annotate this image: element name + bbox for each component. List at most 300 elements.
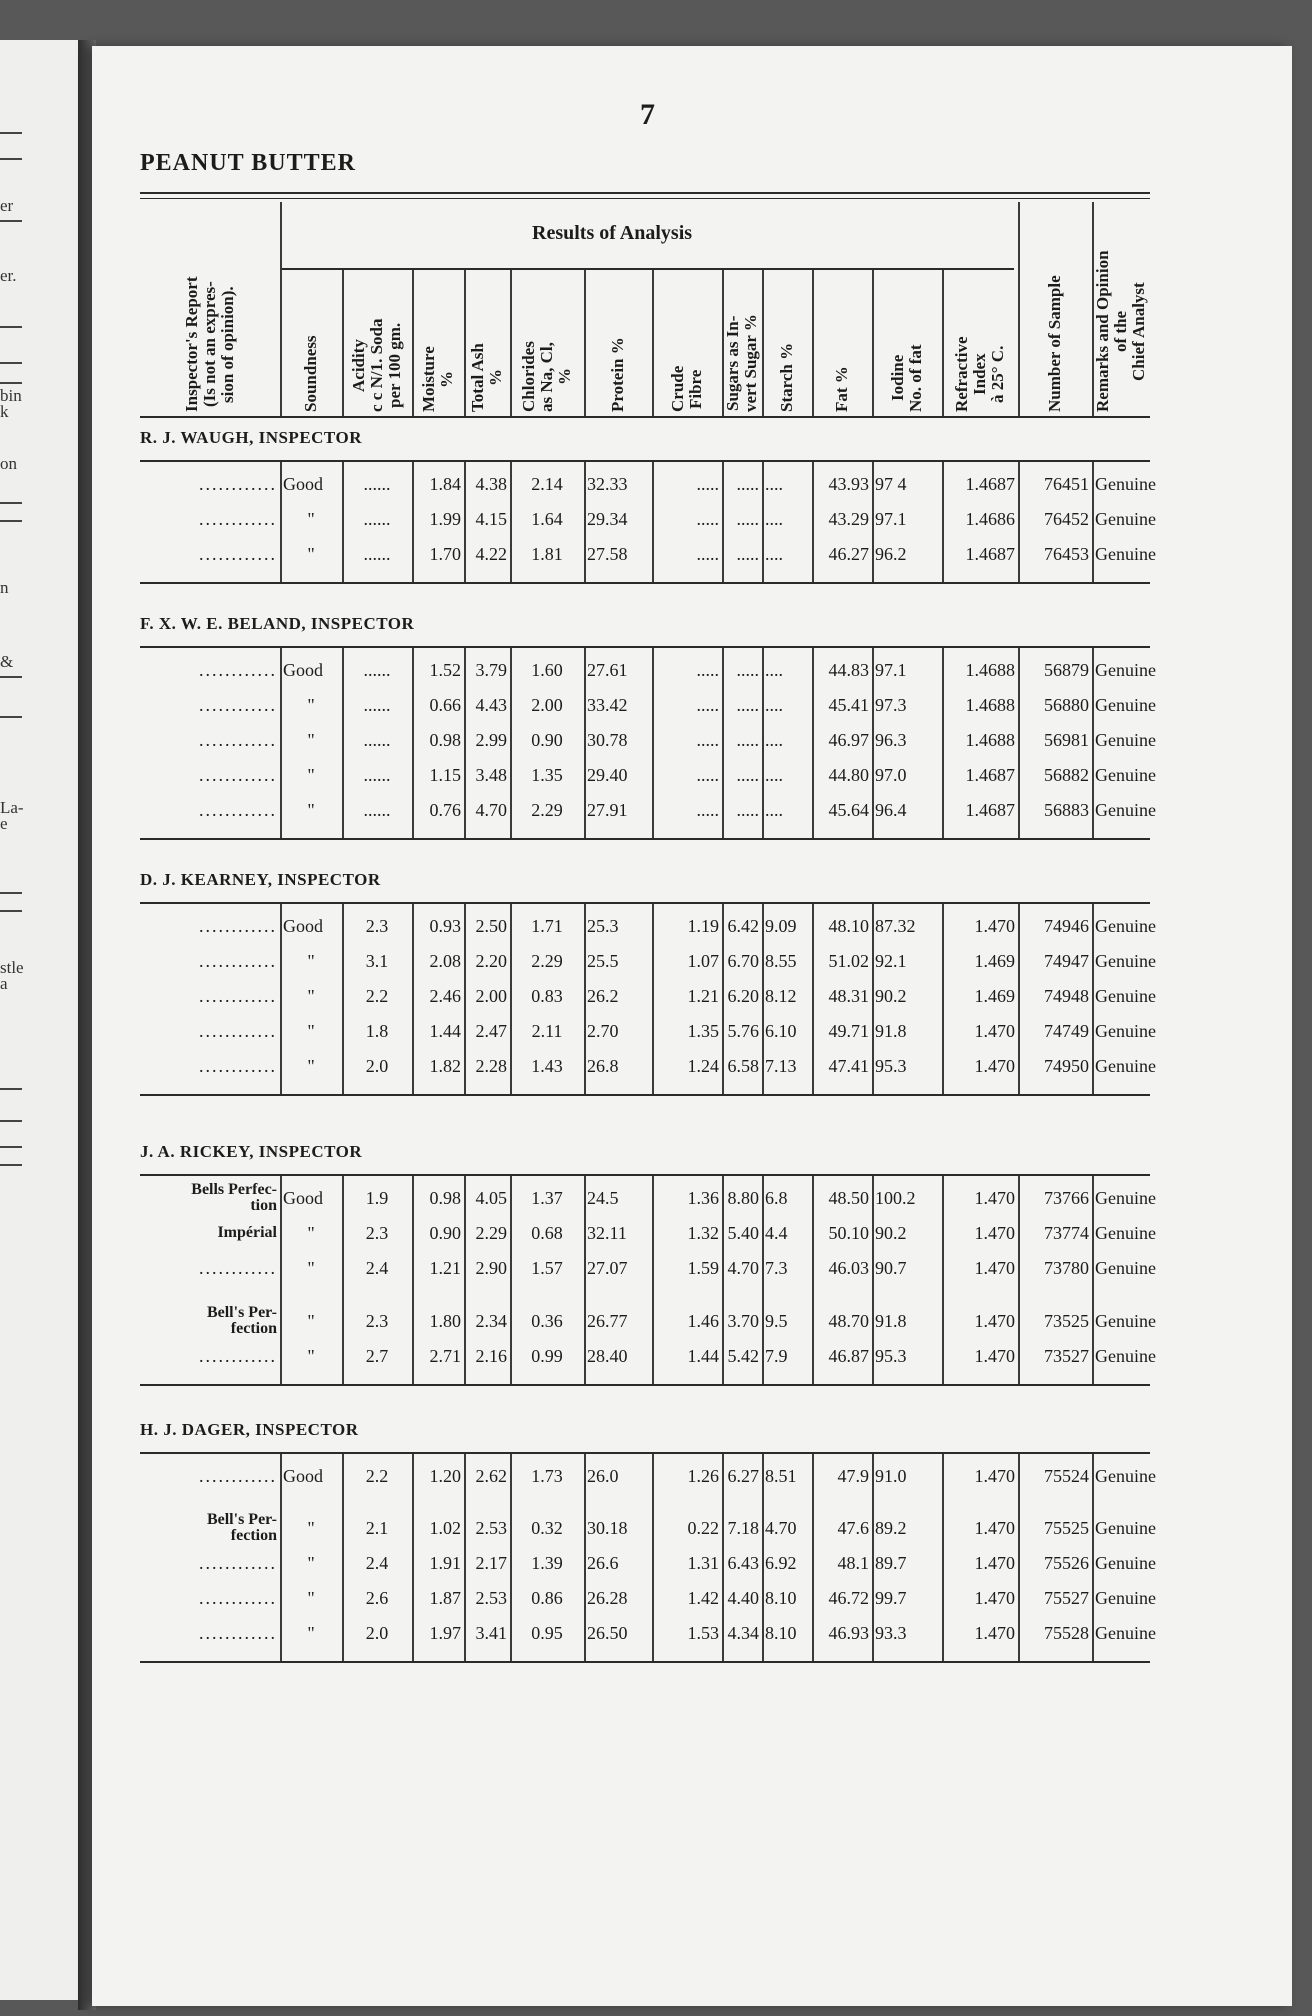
cell-acidity: ...... xyxy=(363,730,391,750)
cell-chlorides: 1.39 xyxy=(531,1553,563,1573)
cell-fibre: 1.59 xyxy=(687,1258,719,1278)
cell-acidity: ...... xyxy=(363,660,391,680)
cell-remarks: Genuine xyxy=(1095,1311,1156,1331)
cell-protein: 26.28 xyxy=(587,1588,628,1608)
section-bottom-rule xyxy=(140,1661,1150,1663)
cell-number: 75528 xyxy=(1044,1623,1089,1643)
cell-moisture: 1.99 xyxy=(429,509,461,529)
adjacent-page-rule xyxy=(0,326,22,328)
cell-fibre: 1.36 xyxy=(687,1188,719,1208)
cell-ash: 2.34 xyxy=(475,1311,507,1331)
cell-number: 56981 xyxy=(1044,730,1089,750)
cell-acidity: 2.6 xyxy=(365,1588,389,1608)
cell-refr: 1.470 xyxy=(974,1021,1015,1041)
adjacent-page-text-fragment: stle a xyxy=(0,958,24,993)
cell-sugars: ..... xyxy=(736,544,759,564)
cell-report: ............ xyxy=(199,1258,277,1278)
cell-number: 74749 xyxy=(1044,1021,1089,1041)
cell-fibre: ..... xyxy=(696,800,719,820)
cell-starch: .... xyxy=(765,765,783,785)
cell-fibre: 1.35 xyxy=(687,1021,719,1041)
cell-iodine: 90.7 xyxy=(875,1258,907,1278)
cell-fibre: 1.26 xyxy=(687,1466,719,1486)
cell-iodine: 100.2 xyxy=(875,1188,916,1208)
cell-number: 74948 xyxy=(1044,986,1089,1006)
col-divider xyxy=(812,904,814,1094)
cell-acidity: 2.0 xyxy=(365,1056,389,1076)
cell-refr: 1.470 xyxy=(974,1188,1015,1208)
section-top-rule xyxy=(140,902,1150,904)
adjacent-page-text-fragment: La- e xyxy=(0,798,24,833)
col-divider xyxy=(464,462,466,582)
cell-chlorides: 1.73 xyxy=(531,1466,563,1486)
cell-ash: 4.38 xyxy=(475,474,507,494)
cell-ash: 2.00 xyxy=(475,986,507,1006)
cell-number: 75524 xyxy=(1044,1466,1089,1486)
cell-starch: 8.51 xyxy=(765,1466,797,1486)
cell-ash: 4.70 xyxy=(475,800,507,820)
cell-fat: 44.80 xyxy=(828,765,869,785)
adjacent-page-rule xyxy=(0,520,22,522)
header-col-divider xyxy=(1092,202,1094,416)
cell-chlorides: 2.11 xyxy=(531,1021,563,1041)
cell-soundness: Good xyxy=(283,1466,323,1486)
section-bottom-rule xyxy=(140,582,1150,584)
adjacent-page-rule xyxy=(0,1088,22,1090)
col-divider xyxy=(722,1454,724,1661)
col-divider xyxy=(464,1454,466,1661)
adjacent-page-rule xyxy=(0,158,22,160)
col-header-inspector-report: Inspector's Report (Is not an expres- sion of opinion). xyxy=(182,276,237,412)
col-divider xyxy=(1092,904,1094,1094)
cell-soundness: " xyxy=(307,544,315,564)
cell-moisture: 1.02 xyxy=(429,1518,461,1538)
cell-number: 56880 xyxy=(1044,695,1089,715)
cell-number: 76453 xyxy=(1044,544,1089,564)
col-divider xyxy=(412,462,414,582)
cell-starch: 4.70 xyxy=(765,1518,797,1538)
col-divider xyxy=(942,1176,944,1384)
header-col-divider xyxy=(464,270,466,416)
col-divider xyxy=(812,1176,814,1384)
col-divider xyxy=(412,648,414,838)
cell-moisture: 1.70 xyxy=(429,544,461,564)
col-divider xyxy=(722,1176,724,1384)
header-col-divider xyxy=(722,270,724,416)
col-divider xyxy=(510,462,512,582)
cell-fibre: 1.07 xyxy=(687,951,719,971)
col-divider xyxy=(652,1176,654,1384)
cell-ash: 2.53 xyxy=(475,1588,507,1608)
cell-fibre: 1.46 xyxy=(687,1311,719,1331)
cell-report: ............ xyxy=(199,1553,277,1573)
cell-iodine: 90.2 xyxy=(875,1223,907,1243)
cell-acidity: 2.3 xyxy=(365,916,389,936)
cell-protein: 26.6 xyxy=(587,1553,619,1573)
cell-remarks: Genuine xyxy=(1095,1518,1156,1538)
cell-iodine: 96.3 xyxy=(875,730,907,750)
cell-acidity: 2.2 xyxy=(365,986,389,1006)
header-col-divider xyxy=(872,270,874,416)
col-divider xyxy=(464,1176,466,1384)
cell-sugars: ..... xyxy=(736,765,759,785)
cell-protein: 30.78 xyxy=(587,730,628,750)
cell-fat: 46.03 xyxy=(828,1258,869,1278)
cell-chlorides: 1.64 xyxy=(531,509,563,529)
cell-number: 75526 xyxy=(1044,1553,1089,1573)
adjacent-page-rule xyxy=(0,220,22,222)
cell-fat: 48.70 xyxy=(828,1311,869,1331)
col-divider xyxy=(584,904,586,1094)
cell-acidity: ...... xyxy=(363,474,391,494)
cell-moisture: 1.80 xyxy=(429,1311,461,1331)
cell-refr: 1.470 xyxy=(974,1553,1015,1573)
cell-report: ............ xyxy=(199,1588,277,1608)
cell-report: ............ xyxy=(199,765,277,785)
cell-acidity: 2.3 xyxy=(365,1311,389,1331)
cell-iodine: 89.7 xyxy=(875,1553,907,1573)
col-divider xyxy=(280,1176,282,1384)
cell-fibre: ..... xyxy=(696,730,719,750)
cell-soundness: " xyxy=(307,730,315,750)
adjacent-page-rule xyxy=(0,716,22,718)
cell-refr: 1.470 xyxy=(974,1346,1015,1366)
cell-moisture: 0.90 xyxy=(429,1223,461,1243)
inspector-section-title: J. A. RICKEY, INSPECTOR xyxy=(140,1142,363,1161)
cell-acidity: 1.8 xyxy=(365,1021,389,1041)
cell-protein: 26.77 xyxy=(587,1311,628,1331)
results-of-analysis-header: Results of Analysis xyxy=(532,222,693,244)
cell-iodine: 89.2 xyxy=(875,1518,907,1538)
cell-ash: 2.90 xyxy=(475,1258,507,1278)
col-divider xyxy=(1018,904,1020,1094)
col-divider xyxy=(464,904,466,1094)
cell-sugars: 6.27 xyxy=(727,1466,759,1486)
adjacent-page-rule xyxy=(0,502,22,504)
col-divider xyxy=(942,1454,944,1661)
col-divider xyxy=(1018,462,1020,582)
col-divider xyxy=(872,1454,874,1661)
cell-acidity: 3.1 xyxy=(365,951,389,971)
col-divider xyxy=(464,648,466,838)
cell-fat: 46.72 xyxy=(828,1588,869,1608)
cell-protein: 27.07 xyxy=(587,1258,628,1278)
header-col-divider xyxy=(342,270,344,416)
cell-starch: 8.55 xyxy=(765,951,797,971)
cell-protein: 32.33 xyxy=(587,474,628,494)
header-col-divider xyxy=(412,270,414,416)
cell-fat: 51.02 xyxy=(828,951,869,971)
cell-number: 73774 xyxy=(1044,1223,1089,1243)
cell-starch: .... xyxy=(765,544,783,564)
cell-soundness: " xyxy=(307,695,315,715)
cell-protein: 30.18 xyxy=(587,1518,628,1538)
cell-fat: 48.31 xyxy=(828,986,869,1006)
cell-report: Bells Perfec- tion xyxy=(191,1181,277,1214)
adjacent-page-rule xyxy=(0,676,22,678)
cell-chlorides: 0.83 xyxy=(531,986,563,1006)
cell-report: ............ xyxy=(199,951,277,971)
col-divider xyxy=(1092,462,1094,582)
col-divider xyxy=(510,1454,512,1661)
cell-number: 74947 xyxy=(1044,951,1089,971)
col-divider xyxy=(280,462,282,582)
adjacent-page-text-fragment: er. xyxy=(0,266,17,285)
cell-number: 74946 xyxy=(1044,916,1089,936)
col-header-acidity: Acidity c c N/1. Soda per 100 gm. xyxy=(349,318,404,412)
cell-sugars: 7.18 xyxy=(727,1518,759,1538)
col-divider xyxy=(652,1454,654,1661)
cell-remarks: Genuine xyxy=(1095,765,1156,785)
header-col-divider xyxy=(812,270,814,416)
col-divider xyxy=(1092,1176,1094,1384)
col-divider xyxy=(812,462,814,582)
cell-number: 75525 xyxy=(1044,1518,1089,1538)
col-divider xyxy=(1092,648,1094,838)
cell-report: ............ xyxy=(199,660,277,680)
cell-starch: 4.4 xyxy=(765,1223,788,1243)
cell-acidity: 2.4 xyxy=(365,1553,389,1573)
col-header-refractive: Refractive Index à 25° C. xyxy=(952,336,1007,412)
cell-acidity: 2.2 xyxy=(365,1466,389,1486)
cell-report: ............ xyxy=(199,1346,277,1366)
cell-remarks: Genuine xyxy=(1095,730,1156,750)
cell-number: 76452 xyxy=(1044,509,1089,529)
col-divider xyxy=(342,1176,344,1384)
cell-remarks: Genuine xyxy=(1095,1553,1156,1573)
page-number: 7 xyxy=(640,98,655,131)
col-divider xyxy=(412,1454,414,1661)
col-divider xyxy=(342,1454,344,1661)
col-header-remarks: Remarks and Opinion of the Chief Analyst xyxy=(1093,250,1148,412)
col-divider xyxy=(584,648,586,838)
cell-sugars: ..... xyxy=(736,730,759,750)
cell-soundness: " xyxy=(307,1623,315,1643)
cell-protein: 27.91 xyxy=(587,800,628,820)
cell-sugars: 6.58 xyxy=(727,1056,759,1076)
cell-chlorides: 1.57 xyxy=(531,1258,563,1278)
col-divider xyxy=(722,648,724,838)
col-divider xyxy=(652,648,654,838)
cell-soundness: " xyxy=(307,1021,315,1041)
cell-ash: 2.50 xyxy=(475,916,507,936)
cell-chlorides: 1.81 xyxy=(531,544,563,564)
col-header-total-ash: Total Ash % xyxy=(468,343,505,412)
cell-fibre: ..... xyxy=(696,660,719,680)
results-group-rule xyxy=(280,268,1014,270)
cell-report: ............ xyxy=(199,916,277,936)
cell-fat: 48.10 xyxy=(828,916,869,936)
cell-moisture: 1.21 xyxy=(429,1258,461,1278)
cell-moisture: 0.66 xyxy=(429,695,461,715)
cell-fibre: 1.42 xyxy=(687,1588,719,1608)
section-top-rule xyxy=(140,646,1150,648)
cell-fat: 50.10 xyxy=(828,1223,869,1243)
cell-soundness: " xyxy=(307,765,315,785)
header-col-divider xyxy=(762,270,764,416)
cell-protein: 26.2 xyxy=(587,986,619,1006)
cell-starch: .... xyxy=(765,730,783,750)
cell-moisture: 1.44 xyxy=(429,1021,461,1041)
cell-moisture: 1.91 xyxy=(429,1553,461,1573)
col-divider xyxy=(872,1176,874,1384)
col-divider xyxy=(584,1454,586,1661)
cell-remarks: Genuine xyxy=(1095,695,1156,715)
cell-starch: 6.92 xyxy=(765,1553,797,1573)
cell-acidity: ...... xyxy=(363,509,391,529)
cell-soundness: " xyxy=(307,1346,315,1366)
cell-chlorides: 1.37 xyxy=(531,1188,563,1208)
cell-iodine: 95.3 xyxy=(875,1056,907,1076)
cell-chlorides: 0.36 xyxy=(531,1311,563,1331)
section-bottom-rule xyxy=(140,1384,1150,1386)
adjacent-page-text-fragment: er xyxy=(0,196,14,215)
col-divider xyxy=(510,904,512,1094)
cell-starch: .... xyxy=(765,695,783,715)
cell-protein: 28.40 xyxy=(587,1346,628,1366)
cell-sugars: ..... xyxy=(736,474,759,494)
cell-refr: 1.4688 xyxy=(965,695,1015,715)
cell-number: 73766 xyxy=(1044,1188,1089,1208)
col-divider xyxy=(280,1454,282,1661)
document-page xyxy=(92,46,1292,2006)
cell-refr: 1.470 xyxy=(974,1311,1015,1331)
cell-soundness: Good xyxy=(283,660,323,680)
cell-protein: 24.5 xyxy=(587,1188,619,1208)
cell-refr: 1.4687 xyxy=(965,800,1015,820)
col-header-number: Number of Sample xyxy=(1045,275,1064,412)
cell-fat: 48.50 xyxy=(828,1188,869,1208)
col-divider xyxy=(510,648,512,838)
cell-fat: 46.87 xyxy=(828,1346,869,1366)
adjacent-page-rule xyxy=(0,892,22,894)
cell-ash: 2.29 xyxy=(475,1223,507,1243)
cell-number: 56883 xyxy=(1044,800,1089,820)
inspector-section-title: D. J. KEARNEY, INSPECTOR xyxy=(140,870,381,889)
section-bottom-rule xyxy=(140,1094,1150,1096)
cell-soundness: " xyxy=(307,1258,315,1278)
cell-fat: 46.97 xyxy=(828,730,869,750)
cell-starch: 6.8 xyxy=(765,1188,788,1208)
cell-acidity: 2.3 xyxy=(365,1223,389,1243)
col-header-protein: Protein % xyxy=(608,337,627,412)
cell-report: ............ xyxy=(199,474,277,494)
cell-fat: 45.41 xyxy=(828,695,869,715)
cell-soundness: Good xyxy=(283,916,323,936)
cell-fat: 47.9 xyxy=(837,1466,869,1486)
cell-acidity: 2.7 xyxy=(365,1346,389,1366)
cell-report: ............ xyxy=(199,1623,277,1643)
cell-moisture: 1.97 xyxy=(429,1623,461,1643)
col-divider xyxy=(762,1176,764,1384)
section-top-rule xyxy=(140,1174,1150,1176)
cell-soundness: " xyxy=(307,800,315,820)
cell-sugars: 4.40 xyxy=(727,1588,759,1608)
cell-remarks: Genuine xyxy=(1095,951,1156,971)
adjacent-page-rule xyxy=(0,1120,22,1122)
cell-remarks: Genuine xyxy=(1095,509,1156,529)
cell-iodine: 93.3 xyxy=(875,1623,907,1643)
cell-starch: 8.10 xyxy=(765,1588,797,1608)
cell-sugars: 3.70 xyxy=(727,1311,759,1331)
col-divider xyxy=(812,648,814,838)
cell-report: ............ xyxy=(199,1056,277,1076)
cell-acidity: 2.0 xyxy=(365,1623,389,1643)
cell-sugars: 5.40 xyxy=(727,1223,759,1243)
col-divider xyxy=(812,1454,814,1661)
cell-fat: 47.6 xyxy=(837,1518,869,1538)
inspector-section-title: H. J. DAGER, INSPECTOR xyxy=(140,1420,359,1439)
cell-remarks: Genuine xyxy=(1095,986,1156,1006)
cell-fibre: ..... xyxy=(696,509,719,529)
cell-chlorides: 0.32 xyxy=(531,1518,563,1538)
col-divider xyxy=(762,904,764,1094)
cell-protein: 29.34 xyxy=(587,509,628,529)
cell-fibre: 1.32 xyxy=(687,1223,719,1243)
cell-ash: 2.17 xyxy=(475,1553,507,1573)
cell-refr: 1.470 xyxy=(974,1223,1015,1243)
header-col-divider xyxy=(942,270,944,416)
cell-report: ............ xyxy=(199,544,277,564)
cell-moisture: 1.15 xyxy=(429,765,461,785)
adjacent-page-strip xyxy=(0,40,78,2000)
cell-protein: 26.50 xyxy=(587,1623,628,1643)
cell-fibre: ..... xyxy=(696,544,719,564)
cell-fat: 47.41 xyxy=(828,1056,869,1076)
cell-moisture: 1.82 xyxy=(429,1056,461,1076)
cell-chlorides: 1.35 xyxy=(531,765,563,785)
cell-moisture: 1.84 xyxy=(429,474,461,494)
cell-ash: 4.43 xyxy=(475,695,507,715)
header-col-divider xyxy=(280,202,282,416)
cell-iodine: 97.0 xyxy=(875,765,907,785)
cell-sugars: 6.43 xyxy=(727,1553,759,1573)
cell-number: 56882 xyxy=(1044,765,1089,785)
cell-report: ............ xyxy=(199,509,277,529)
inspector-section-title: F. X. W. E. BELAND, INSPECTOR xyxy=(140,614,415,633)
header-col-divider xyxy=(584,270,586,416)
cell-chlorides: 0.95 xyxy=(531,1623,563,1643)
cell-starch: .... xyxy=(765,509,783,529)
cell-remarks: Genuine xyxy=(1095,1188,1156,1208)
col-divider xyxy=(412,904,414,1094)
cell-sugars: 4.70 xyxy=(727,1258,759,1278)
cell-refr: 1.4686 xyxy=(965,509,1015,529)
cell-soundness: " xyxy=(307,1056,315,1076)
adjacent-page-rule xyxy=(0,910,22,912)
col-header-iodine: Iodine No. of fat xyxy=(888,344,925,412)
cell-remarks: Genuine xyxy=(1095,1021,1156,1041)
cell-number: 73527 xyxy=(1044,1346,1089,1366)
cell-sugars: 5.42 xyxy=(727,1346,759,1366)
cell-fat: 45.64 xyxy=(828,800,869,820)
cell-starch: 7.9 xyxy=(765,1346,788,1366)
col-header-soundness: Soundness xyxy=(301,335,320,412)
cell-ash: 3.79 xyxy=(475,660,507,680)
cell-protein: 2.70 xyxy=(587,1021,619,1041)
col-divider xyxy=(652,462,654,582)
cell-protein: 29.40 xyxy=(587,765,628,785)
cell-soundness: Good xyxy=(283,1188,323,1208)
cell-report: ............ xyxy=(199,986,277,1006)
cell-ash: 2.53 xyxy=(475,1518,507,1538)
adjacent-page-rule xyxy=(0,362,22,364)
cell-refr: 1.470 xyxy=(974,916,1015,936)
cell-fat: 44.83 xyxy=(828,660,869,680)
cell-refr: 1.4687 xyxy=(965,765,1015,785)
cell-fibre: ..... xyxy=(696,474,719,494)
section-top-rule xyxy=(140,460,1150,462)
